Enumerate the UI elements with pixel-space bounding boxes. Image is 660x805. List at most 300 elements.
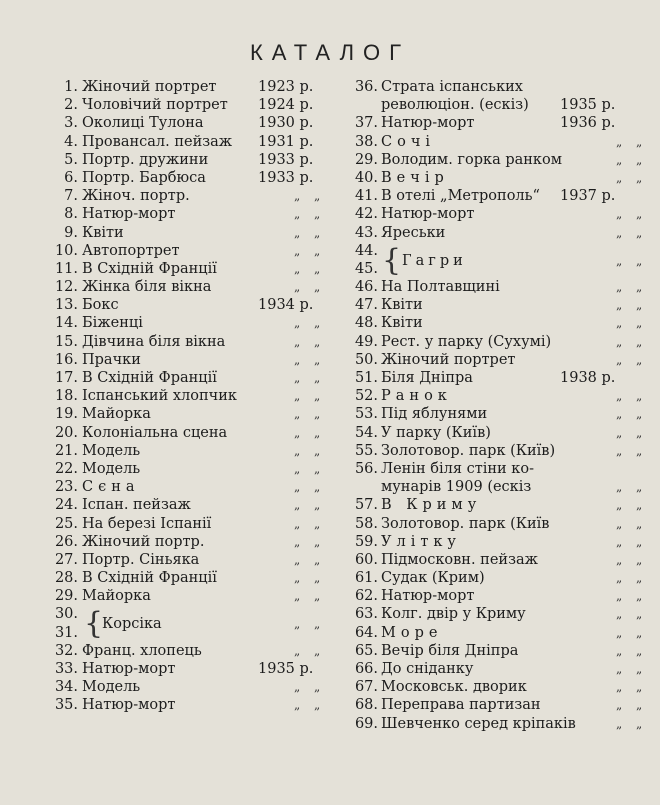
entry-number: 46. bbox=[354, 279, 378, 296]
entry-title: Натюр-морт bbox=[82, 697, 176, 714]
entry-year: 1938 р. bbox=[560, 370, 616, 387]
catalog-entry bbox=[344, 78, 644, 96]
entry-title: Майорка bbox=[82, 588, 151, 605]
catalog-entry bbox=[18, 187, 336, 205]
entry-title: Корсіка bbox=[102, 616, 162, 633]
entry-number: 61. bbox=[354, 570, 378, 587]
catalog-entry bbox=[344, 605, 644, 623]
ditto-mark: „ bbox=[636, 607, 643, 622]
catalog-entry bbox=[344, 460, 644, 478]
ditto-mark: „ bbox=[314, 617, 321, 632]
entry-title: Підмосковн. пейзаж bbox=[381, 551, 538, 568]
entry-title: мунарів 1909 (ескіз bbox=[381, 479, 532, 496]
catalog-entry bbox=[344, 551, 644, 569]
ditto-mark: „ bbox=[616, 152, 623, 167]
ditto-mark: „ bbox=[294, 189, 301, 204]
ditto-mark: „ bbox=[616, 662, 623, 677]
entry-title: Судак (Крим) bbox=[381, 570, 485, 587]
entry-title: Натюр-морт bbox=[381, 115, 475, 132]
entry-title: Сєна bbox=[82, 479, 140, 496]
entry-title: Яреськи bbox=[381, 224, 446, 241]
catalog-entry bbox=[18, 260, 336, 278]
entry-title: Натюр-морт bbox=[82, 206, 176, 223]
ditto-mark: „ bbox=[294, 571, 301, 586]
ditto-mark: „ bbox=[636, 170, 643, 185]
entry-number: 20. bbox=[54, 424, 78, 441]
entry-number: 7. bbox=[64, 188, 78, 205]
catalog-column-left bbox=[18, 78, 336, 715]
ditto-mark: „ bbox=[294, 480, 301, 495]
entry-title: Портр. Барбюса bbox=[82, 169, 206, 186]
entry-number: 38. bbox=[354, 133, 378, 150]
catalog-entry bbox=[18, 587, 336, 605]
entry-number: 17. bbox=[54, 370, 78, 386]
entry-number: 67. bbox=[354, 679, 378, 696]
entry-number: 52. bbox=[354, 388, 378, 405]
entry-number: 33. bbox=[54, 661, 78, 678]
ditto-mark: „ bbox=[616, 480, 623, 495]
entry-title: Натюр-морт bbox=[82, 661, 176, 678]
entry-title: Біженці bbox=[82, 315, 143, 332]
entry-title: Модель bbox=[82, 442, 141, 459]
ditto-mark: „ bbox=[636, 425, 643, 440]
entry-title: Квіти bbox=[381, 297, 423, 314]
entry-number: 60. bbox=[354, 551, 378, 568]
entry-title: Дівчина біля вікна bbox=[82, 333, 226, 350]
ditto-mark: „ bbox=[636, 280, 643, 295]
catalog-entry bbox=[18, 533, 336, 551]
catalog-entry bbox=[18, 496, 336, 514]
entry-number: 24. bbox=[54, 497, 78, 514]
entry-number: 62. bbox=[354, 588, 378, 605]
ditto-mark: „ bbox=[636, 516, 643, 531]
bracket-icon: { bbox=[84, 606, 104, 642]
catalog-entry bbox=[344, 314, 644, 332]
ditto-mark: „ bbox=[314, 261, 321, 276]
entry-number: 69. bbox=[354, 715, 378, 732]
entry-number: 41. bbox=[354, 188, 378, 205]
bracket-icon: { bbox=[382, 242, 402, 278]
ditto-mark: „ bbox=[616, 280, 623, 295]
entry-number: 5. bbox=[64, 151, 78, 168]
entry-title: Майорка bbox=[82, 406, 151, 423]
entry-title: Портр. Сіньяка bbox=[82, 551, 200, 568]
entry-year: 1924 р. bbox=[258, 97, 314, 114]
ditto-mark: „ bbox=[314, 461, 321, 476]
entry-title: Вечір біля Дніпра bbox=[381, 642, 519, 659]
ditto-mark: „ bbox=[616, 552, 623, 567]
entry-number: 15. bbox=[54, 333, 78, 350]
catalog-entry bbox=[18, 205, 336, 223]
catalog-entry bbox=[344, 442, 644, 460]
ditto-mark: „ bbox=[314, 225, 321, 240]
ditto-mark: „ bbox=[616, 516, 623, 531]
ditto-mark: „ bbox=[636, 571, 643, 586]
catalog-entry bbox=[344, 478, 644, 496]
ditto-mark: „ bbox=[616, 389, 623, 404]
ditto-mark: „ bbox=[616, 207, 623, 222]
entry-title: На Полтавщині bbox=[381, 279, 500, 296]
catalog-entry bbox=[18, 78, 336, 96]
catalog-entry bbox=[344, 496, 644, 514]
catalog-entry bbox=[18, 351, 336, 369]
catalog-entry bbox=[344, 278, 644, 296]
entry-title: Ленін біля стіни ко- bbox=[381, 460, 535, 477]
catalog-entry bbox=[344, 151, 644, 169]
ditto-mark: „ bbox=[294, 280, 301, 295]
ditto-mark: „ bbox=[636, 589, 643, 604]
entry-year: 1923 р. bbox=[258, 79, 314, 95]
entry-title: Чоловічий портрет bbox=[82, 97, 228, 114]
entry-number: 57. bbox=[354, 497, 378, 514]
entry-title: Модель bbox=[82, 679, 141, 696]
entry-title: Франц. хлопець bbox=[82, 642, 202, 659]
entry-number: 45. bbox=[354, 260, 378, 277]
ditto-mark: „ bbox=[616, 443, 623, 458]
ditto-mark: „ bbox=[294, 425, 301, 440]
catalog-entry bbox=[18, 405, 336, 423]
catalog-entry bbox=[18, 387, 336, 405]
ditto-mark: „ bbox=[636, 407, 643, 422]
entry-number: 68. bbox=[354, 697, 378, 714]
entry-title: Жіноч. портр. bbox=[82, 188, 190, 205]
entry-year: 1934 р. bbox=[258, 297, 314, 314]
entry-number: 58. bbox=[354, 515, 378, 532]
catalog-entry bbox=[18, 369, 336, 387]
ditto-mark: „ bbox=[294, 643, 301, 658]
entry-number: 36. bbox=[354, 79, 378, 95]
catalog-entry bbox=[18, 424, 336, 442]
ditto-mark: „ bbox=[294, 207, 301, 222]
entry-number: 29. bbox=[354, 151, 378, 168]
entry-number: 32. bbox=[54, 642, 78, 659]
catalog-entry bbox=[18, 151, 336, 169]
catalog-entry bbox=[344, 642, 644, 660]
entry-number: 8. bbox=[64, 206, 78, 223]
ditto-mark: „ bbox=[314, 516, 321, 531]
entry-title: Золотовор. парк (Київ) bbox=[381, 442, 556, 459]
catalog-entry bbox=[344, 205, 644, 223]
entry-title: До сніданку bbox=[381, 661, 474, 678]
ditto-mark: „ bbox=[636, 716, 643, 731]
entry-title: Прачки bbox=[82, 351, 141, 368]
entry-title: Переправа партизан bbox=[381, 697, 541, 714]
ditto-mark: „ bbox=[616, 425, 623, 440]
catalog-entry bbox=[344, 660, 644, 678]
catalog-entry bbox=[18, 460, 336, 478]
entry-title: Жіночий портр. bbox=[82, 533, 205, 550]
ditto-mark: „ bbox=[314, 480, 321, 495]
entry-title: Московськ. дворик bbox=[381, 679, 527, 696]
catalog-entry bbox=[18, 114, 336, 132]
catalog-entry bbox=[18, 296, 336, 314]
ditto-mark: „ bbox=[294, 516, 301, 531]
catalog-entry bbox=[344, 333, 644, 351]
ditto-mark: „ bbox=[616, 716, 623, 731]
catalog-entry bbox=[18, 278, 336, 296]
entry-number: 6. bbox=[64, 169, 78, 186]
entry-title: Жіночий портрет bbox=[82, 79, 217, 95]
catalog-entry bbox=[18, 224, 336, 242]
entry-number: 54. bbox=[354, 424, 378, 441]
entry-title: Бокс bbox=[82, 297, 119, 314]
ditto-mark: „ bbox=[294, 461, 301, 476]
ditto-mark: „ bbox=[314, 498, 321, 513]
ditto-mark: „ bbox=[636, 352, 643, 367]
ditto-mark: „ bbox=[294, 316, 301, 331]
ditto-mark: „ bbox=[294, 334, 301, 349]
ditto-mark: „ bbox=[294, 225, 301, 240]
catalog-entry-group bbox=[18, 605, 336, 641]
catalog-entry bbox=[344, 405, 644, 423]
ditto-mark: „ bbox=[294, 261, 301, 276]
ditto-mark: „ bbox=[294, 443, 301, 458]
catalog-entry bbox=[344, 424, 644, 442]
entry-number: 13. bbox=[54, 297, 78, 314]
ditto-mark: „ bbox=[616, 298, 623, 313]
catalog-entry bbox=[344, 351, 644, 369]
entry-year: 1935 р. bbox=[560, 97, 616, 114]
entry-number: 25. bbox=[54, 515, 78, 532]
catalog-entry bbox=[18, 678, 336, 696]
catalog-entry bbox=[344, 169, 644, 187]
catalog-column-right bbox=[344, 78, 644, 733]
catalog-entry bbox=[18, 133, 336, 151]
ditto-mark: „ bbox=[314, 334, 321, 349]
catalog-entry bbox=[344, 133, 644, 151]
catalog-entry bbox=[18, 660, 336, 678]
entry-number: 14. bbox=[54, 315, 78, 332]
ditto-mark: „ bbox=[294, 243, 301, 258]
entry-number: 51. bbox=[354, 370, 378, 387]
entry-number: 66. bbox=[354, 661, 378, 678]
entry-title: Натюр-морт bbox=[381, 588, 475, 605]
catalog-entry bbox=[344, 114, 644, 132]
catalog-entry bbox=[18, 314, 336, 332]
ditto-mark: „ bbox=[314, 280, 321, 295]
entry-title: В Криму bbox=[381, 497, 482, 514]
entry-title: В Східній Франції bbox=[82, 370, 217, 386]
ditto-mark: „ bbox=[314, 552, 321, 567]
entry-title: На березі Іспанії bbox=[82, 515, 212, 532]
entry-number: 42. bbox=[354, 206, 378, 223]
entry-year: 1933 р. bbox=[258, 169, 314, 186]
ditto-mark: „ bbox=[636, 643, 643, 658]
entry-title: Колоніальна сцена bbox=[82, 424, 228, 441]
entry-number: 27. bbox=[54, 551, 78, 568]
ditto-mark: „ bbox=[314, 407, 321, 422]
entry-title: Вечір bbox=[381, 169, 449, 186]
entry-title: Колг. двір у Криму bbox=[381, 606, 526, 623]
entry-number: 56. bbox=[354, 460, 378, 477]
catalog-entry bbox=[18, 442, 336, 460]
ditto-mark: „ bbox=[294, 498, 301, 513]
ditto-mark: „ bbox=[616, 253, 623, 268]
entry-year: 1933 р. bbox=[258, 151, 314, 168]
entry-title: Жіночий портрет bbox=[381, 351, 516, 368]
entry-title: Море bbox=[381, 624, 443, 641]
ditto-mark: „ bbox=[294, 352, 301, 367]
catalog-entry bbox=[344, 96, 644, 114]
entry-number: 63. bbox=[354, 606, 378, 623]
ditto-mark: „ bbox=[616, 170, 623, 185]
catalog-entry bbox=[344, 224, 644, 242]
entry-number: 12. bbox=[54, 279, 78, 296]
entry-year: 1935 р. bbox=[258, 661, 314, 678]
entry-title: Шевченко серед кріпаків bbox=[381, 715, 576, 732]
ditto-mark: „ bbox=[294, 552, 301, 567]
entry-title: Портр. дружини bbox=[82, 151, 209, 168]
entry-number: 28. bbox=[54, 570, 78, 587]
catalog-entry bbox=[18, 478, 336, 496]
entry-title: Іспанський хлопчик bbox=[82, 388, 237, 405]
entry-title: Натюр-морт bbox=[381, 206, 475, 223]
entry-title: Під яблунями bbox=[381, 406, 488, 423]
entry-number: 19. bbox=[54, 406, 78, 423]
ditto-mark: „ bbox=[314, 680, 321, 695]
entry-title: Модель bbox=[82, 460, 141, 477]
ditto-mark: „ bbox=[294, 407, 301, 422]
ditto-mark: „ bbox=[616, 571, 623, 586]
entry-title: Гагри bbox=[402, 252, 467, 269]
entry-title: Золотовор. парк (Київ bbox=[381, 515, 550, 532]
entry-title: Ранок bbox=[381, 388, 452, 405]
entry-title: Автопортрет bbox=[82, 242, 180, 259]
ditto-mark: „ bbox=[636, 207, 643, 222]
catalog-entry bbox=[344, 587, 644, 605]
ditto-mark: „ bbox=[294, 617, 301, 632]
entry-title: Біля Дніпра bbox=[381, 370, 473, 387]
ditto-mark: „ bbox=[616, 625, 623, 640]
entry-number: 43. bbox=[354, 224, 378, 241]
catalog-entry bbox=[18, 242, 336, 260]
ditto-mark: „ bbox=[616, 698, 623, 713]
entry-number: 22. bbox=[54, 460, 78, 477]
entry-number: 29. bbox=[54, 588, 78, 605]
ditto-mark: „ bbox=[616, 316, 623, 331]
entry-title: Квіти bbox=[82, 224, 124, 241]
ditto-mark: „ bbox=[314, 589, 321, 604]
entry-number: 23. bbox=[54, 479, 78, 496]
ditto-mark: „ bbox=[636, 480, 643, 495]
catalog-entry bbox=[344, 715, 644, 733]
entry-number: 40. bbox=[354, 169, 378, 186]
entry-number: 50. bbox=[354, 351, 378, 368]
entry-number: 3. bbox=[64, 115, 78, 132]
ditto-mark: „ bbox=[636, 253, 643, 268]
ditto-mark: „ bbox=[636, 334, 643, 349]
ditto-mark: „ bbox=[636, 680, 643, 695]
ditto-mark: „ bbox=[636, 225, 643, 240]
entry-number: 34. bbox=[54, 679, 78, 696]
catalog-entry bbox=[344, 296, 644, 314]
ditto-mark: „ bbox=[616, 680, 623, 695]
entry-title: В отелі „Метрополь“ bbox=[381, 188, 540, 205]
entry-title: В Східній Франції bbox=[82, 260, 217, 277]
entry-title: Улітку bbox=[381, 533, 461, 550]
ditto-mark: „ bbox=[294, 589, 301, 604]
catalog-entry bbox=[18, 169, 336, 187]
ditto-mark: „ bbox=[314, 698, 321, 713]
entry-number: 18. bbox=[54, 388, 78, 405]
entry-title: Квіти bbox=[381, 315, 423, 332]
ditto-mark: „ bbox=[294, 389, 301, 404]
entry-title: Жінка біля вікна bbox=[82, 279, 212, 296]
ditto-mark: „ bbox=[616, 352, 623, 367]
ditto-mark: „ bbox=[616, 534, 623, 549]
entry-title: Рест. у парку (Сухумі) bbox=[381, 333, 552, 350]
catalog-entry bbox=[344, 369, 644, 387]
entry-number: 1. bbox=[64, 79, 78, 95]
entry-year: 1937 р. bbox=[560, 188, 616, 205]
ditto-mark: „ bbox=[636, 316, 643, 331]
ditto-mark: „ bbox=[616, 498, 623, 513]
ditto-mark: „ bbox=[636, 389, 643, 404]
entry-title: Іспан. пейзаж bbox=[82, 497, 191, 514]
ditto-mark: „ bbox=[294, 680, 301, 695]
ditto-mark: „ bbox=[314, 389, 321, 404]
ditto-mark: „ bbox=[616, 334, 623, 349]
entry-number: 47. bbox=[354, 297, 378, 314]
ditto-mark: „ bbox=[314, 207, 321, 222]
ditto-mark: „ bbox=[314, 371, 321, 385]
entry-year: 1931 р. bbox=[258, 133, 314, 150]
ditto-mark: „ bbox=[636, 298, 643, 313]
ditto-mark: „ bbox=[314, 443, 321, 458]
ditto-mark: „ bbox=[616, 643, 623, 658]
entry-number: 4. bbox=[64, 133, 78, 150]
entry-title: Околиці Тулона bbox=[82, 115, 204, 132]
ditto-mark: „ bbox=[294, 698, 301, 713]
catalog-entry bbox=[18, 642, 336, 660]
catalog-entry-group bbox=[344, 242, 644, 278]
entry-number: 31. bbox=[54, 624, 78, 641]
entry-number: 59. bbox=[354, 533, 378, 550]
entry-title: Провансал. пейзаж bbox=[82, 133, 233, 150]
ditto-mark: „ bbox=[314, 571, 321, 586]
ditto-mark: „ bbox=[314, 425, 321, 440]
entry-number: 10. bbox=[54, 242, 78, 259]
ditto-mark: „ bbox=[616, 225, 623, 240]
ditto-mark: „ bbox=[636, 134, 643, 149]
ditto-mark: „ bbox=[636, 662, 643, 677]
entry-title: У парку (Київ) bbox=[381, 424, 491, 441]
page-title: КАТАЛОГ bbox=[249, 40, 411, 65]
catalog-entry bbox=[18, 96, 336, 114]
ditto-mark: „ bbox=[636, 498, 643, 513]
ditto-mark: „ bbox=[314, 643, 321, 658]
entry-year: 1936 р. bbox=[560, 115, 616, 132]
entry-number: 65. bbox=[354, 642, 378, 659]
ditto-mark: „ bbox=[636, 552, 643, 567]
catalog-entry bbox=[18, 333, 336, 351]
ditto-mark: „ bbox=[636, 534, 643, 549]
catalog-entry bbox=[344, 569, 644, 587]
entry-title: Володим. горка ранком bbox=[381, 151, 563, 168]
entry-number: 11. bbox=[54, 260, 78, 277]
entry-title: Страта іспанських bbox=[381, 79, 523, 95]
ditto-mark: „ bbox=[314, 534, 321, 549]
ditto-mark: „ bbox=[616, 607, 623, 622]
entry-title: В Східній Франції bbox=[82, 570, 217, 587]
ditto-mark: „ bbox=[636, 152, 643, 167]
entry-number: 21. bbox=[54, 442, 78, 459]
entry-title: Сочі bbox=[381, 133, 436, 150]
entry-number: 55. bbox=[354, 442, 378, 459]
entry-number: 9. bbox=[64, 224, 78, 241]
ditto-mark: „ bbox=[636, 698, 643, 713]
ditto-mark: „ bbox=[616, 134, 623, 149]
